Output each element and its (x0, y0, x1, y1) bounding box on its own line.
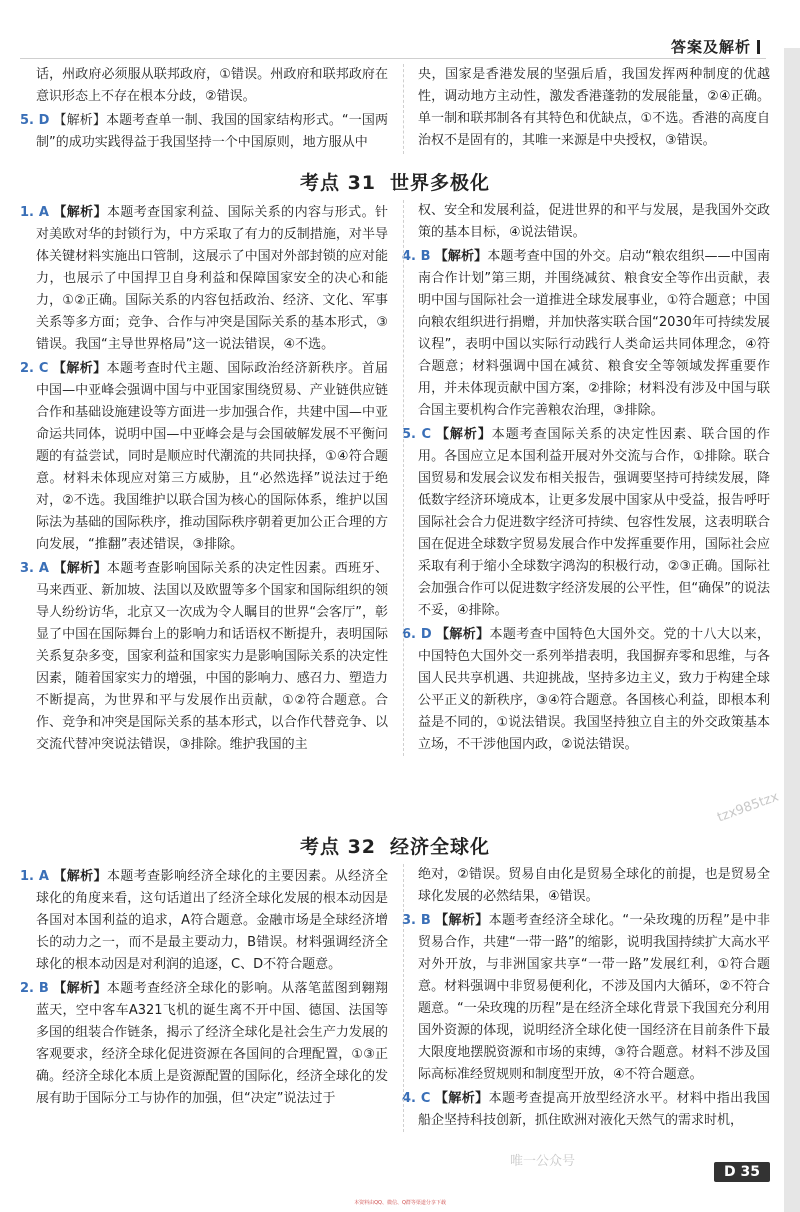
right-column (402, 864, 770, 1132)
answer-text: 本题考查影响国际关系的决定性因素。西班牙、马来西亚、新加坡、法国以及欧盟等多个国家和国际组织的领导人纷纷访华，北京又一次成为令人瞩目的世界“会客厅”，彰显了中国在国际舞台上的影响力和话语权不断提升，表明国际关系复杂多变，国家利益和国家实力是影响国际关系的决定性因素，随着国家实力的增强，中国的影响力、感召力、塑造力不断提高，为世界和平与发展作出贡献，①②符合题意。合作、竞争和冲突是国际关系的基本形式，以合作代替竞争、以交流代替冲突说法错误，③排除。维护我国的主 (36, 561, 388, 752)
answer-number: 2. C (20, 361, 49, 376)
header-rule (20, 58, 766, 59)
analysis-tag: 【解析】 (435, 627, 490, 642)
footer-note: 本资料由QQ、微信、Q群等渠道分享下载 (354, 1200, 446, 1206)
section-title: 经济全球化 (390, 836, 491, 858)
column-divider (403, 200, 404, 756)
analysis-tag: 【解析】 (52, 869, 107, 884)
analysis-tag: 【解析】 (434, 913, 489, 928)
paragraph: 权、安全和发展利益，促进世界的和平与发展，是我国外交政策的基本目标，④说法错误。 (418, 203, 770, 240)
answer-text: 本题考查经济全球化的影响。从落笔蓝图到翱翔蓝天，空中客车A321飞机的诞生离不开中国、德国、法国等多国的组装合作链条，揭示了经济全球化是社会生产力发展的客观要求，经济全球化促进资源在各国间的合理配置，①③正确。经济全球化本质上是资源配置的国际化，经济全球化的发展有助于国际分工与协作的加强，但“决定”说法过于 (36, 981, 388, 1106)
header-title: 答案及解析 (670, 38, 751, 56)
section-31-body (20, 200, 770, 756)
section-32-body (20, 864, 770, 1132)
answer-number: 4. C (402, 1091, 431, 1106)
answer-number: 2. B (20, 981, 49, 996)
answer-text: 本题考查中国特色大国外交。党的十八大以来，中国特色大国外交一系列举措表明，我国摒弃零和思维，与各国人民共享机遇、共迎挑战，坚持多边主义，致力于构建全球公平正义的新秩序，③④符合题意。各国核心利益，即根本利益是不同的，①说法错误。我国坚持独立自主的外交政策基本立场，不干涉他国内政，②说法错误。 (418, 627, 770, 752)
page-header (671, 36, 760, 57)
paragraph: 绝对，②错误。贸易自由化是贸易全球化的前提，也是贸易全球化发展的必然结果，④错误。 (418, 867, 770, 904)
answer-text: 本题考查经济全球化。“一朵玫瑰的历程”是中非贸易合作，共建“一带一路”的缩影，说明我国持续扩大高水平对外开放，与非洲国家共享“一带一路”发展红利，①符合题意。材料强调中非贸易便利化，不涉及国内大循环，②不符合题意。“一朵玫瑰的历程”是在经济全球化背景下我国充分利用国外资源的体现，说明经济全球化使一国经济在目前条件下最大限度地摆脱资源和市场的束缚，③符合题意。材料不涉及国际高标准经贸规则和制度型开放，④不符合题意。 (418, 913, 770, 1082)
right-column (402, 200, 770, 756)
section-label: 考点 32 (299, 836, 377, 858)
answer-item (20, 110, 388, 154)
top-continuation (20, 64, 770, 154)
answer-item (20, 558, 388, 756)
section-heading-32 (20, 832, 770, 859)
answer-item (402, 624, 770, 756)
answer-item (20, 202, 388, 356)
right-column (402, 64, 770, 154)
answer-text: 【解析】本题考查单一制、我国的国家结构形式。“一国两制”的成功实践得益于我国坚持一个中国原则，地方服从中 (36, 113, 388, 150)
answer-text: 本题考查中国的外交。启动“粮农组织——中国南南合作计划”第三期，并围绕减贫、粮食安全等作出贡献，表明中国与国际社会一道推进全球发展事业，①符合题意；中国向粮农组织进行捐赠，并加快落实联合国“2030年可持续发展议程”，表明中国以实际行动践行人类命运共同体理念，④符合题意；材料强调中国在减贫、粮食安全等领域发挥重要作用，并未体现贡献中国方案，②排除；材料没有涉及中国与联合国主要机构合作完善粮农治理，③排除。 (418, 249, 770, 418)
section-title: 世界多极化 (390, 172, 491, 194)
page-number-badge: D 35 (714, 1162, 770, 1182)
answer-number: 3. B (402, 913, 431, 928)
section-label: 考点 31 (299, 172, 377, 194)
answer-item (402, 246, 770, 422)
answer-number: 5. C (402, 427, 432, 442)
paragraph: 央，国家是香港发展的坚强后盾，我国发挥两种制度的优越性，调动地方主动性，激发香港蓬勃的发展能量，②④正确。单一制和联邦制各有其特色和优缺点，①不选。香港的高度自治权不是固有的，其唯一来源是中央授权，③错误。 (418, 67, 770, 148)
left-column (20, 64, 388, 154)
answer-item (402, 1088, 770, 1132)
answer-item (20, 358, 388, 556)
answer-text: 本题考查时代主题、国际政治经济新秩序。首届中国—中亚峰会强调中国与中亚国家围绕贸易、产业链供应链合作和基础设施建设等方面进一步加强合作，共建中国—中亚命运共同体，说明中国—中亚峰会是与会国破解发展不平衡问题的有益尝试，同时是顺应时代潮流的共同抉择，①④符合题意。材料未体现应对第三方威胁，且“必然选择”说法过于绝对，②不选。我国维护以联合国为核心的国际体系，维护以国际法为基础的国际秩序，推动国际秩序朝着更加公正合理的方向发展，“推翻”表述错误，③排除。 (36, 361, 388, 552)
answer-number: 3. A (20, 561, 49, 576)
answer-item (20, 978, 388, 1110)
left-column (20, 864, 388, 1132)
analysis-tag: 【解析】 (52, 561, 107, 576)
analysis-tag: 【解析】 (52, 981, 107, 996)
answer-number: 4. B (402, 249, 431, 264)
analysis-tag: 【解析】 (434, 249, 488, 264)
answer-item (20, 866, 388, 976)
answer-text: 本题考查国家利益、国际关系的内容与形式。针对美欧对华的封锁行为，中方采取了有力的反制措施，对半导体关键材料实施出口管制，这展示了中国对外部封锁的应对能力，也展示了中国捍卫自身利益和保障国家安全的决心和能力，①②正确。国际关系的内容包括政治、经济、文化、军事关系等多方面；竞争、合作与冲突是国际关系的基本形式，③错误。我国“主导世界格局”这一说法错误，④不选。 (36, 205, 388, 352)
header-bar (757, 40, 760, 54)
answer-text: 本题考查提高开放型经济水平。材料中指出我国船企坚持科技创新，抓住欧洲对液化天然气的需求时机， (418, 1091, 770, 1128)
left-column (20, 200, 388, 756)
answer-text: 本题考查影响经济全球化的主要因素。从经济全球化的角度来看，这句话道出了经济全球化发展的根本动因是各国对本国利益的追求，A符合题意。金融市场是全球经济增长的动力之一，而不是最主要动力，B错误。材料强调经济全球化的根本动因是对利润的追逐，C、D不符合题意。 (36, 869, 388, 972)
answer-number: 6. D (402, 627, 432, 642)
watermark-text: tzx985tzx (715, 789, 781, 826)
answer-number: 1. A (20, 869, 49, 884)
answer-item (402, 910, 770, 1086)
answer-text: 本题考查国际关系的决定性因素、联合国的作用。各国应立足本国利益开展对外交流与合作，①排除。联合国贸易和发展会议发布相关报告，强调要坚持可持续发展，降低数字经济环境成本，让更多发展中国家从中受益，报告呼吁国际社会合力促进数字经济可持续、包容性发展，这表明联合国在促进全球数字贸易发展合作中发挥重要作用，国际社会应采取有利于缩小全球数字鸿沟的积极行动，②③正确。国际社会加强合作可以促进数字经济发展的公平性，但“确保”的说法不妥，④排除。 (418, 427, 770, 618)
analysis-tag: 【解析】 (52, 205, 107, 220)
watermark-text-2: 唯一公众号 (510, 1154, 576, 1169)
answer-number: 1. A (20, 205, 49, 220)
section-heading-31 (20, 168, 770, 195)
column-divider (403, 64, 404, 154)
answer-item (402, 424, 770, 622)
analysis-tag: 【解析】 (434, 1091, 489, 1106)
paragraph: 话，州政府必须服从联邦政府，①错误。州政府和联邦政府在意识形态上不存在根本分歧，②错误。 (36, 67, 388, 104)
answer-number: 5. D (20, 113, 50, 128)
right-edge-stripe (784, 48, 800, 1212)
analysis-tag: 【解析】 (435, 427, 492, 442)
analysis-tag: 【解析】 (52, 361, 107, 376)
column-divider (403, 864, 404, 1132)
